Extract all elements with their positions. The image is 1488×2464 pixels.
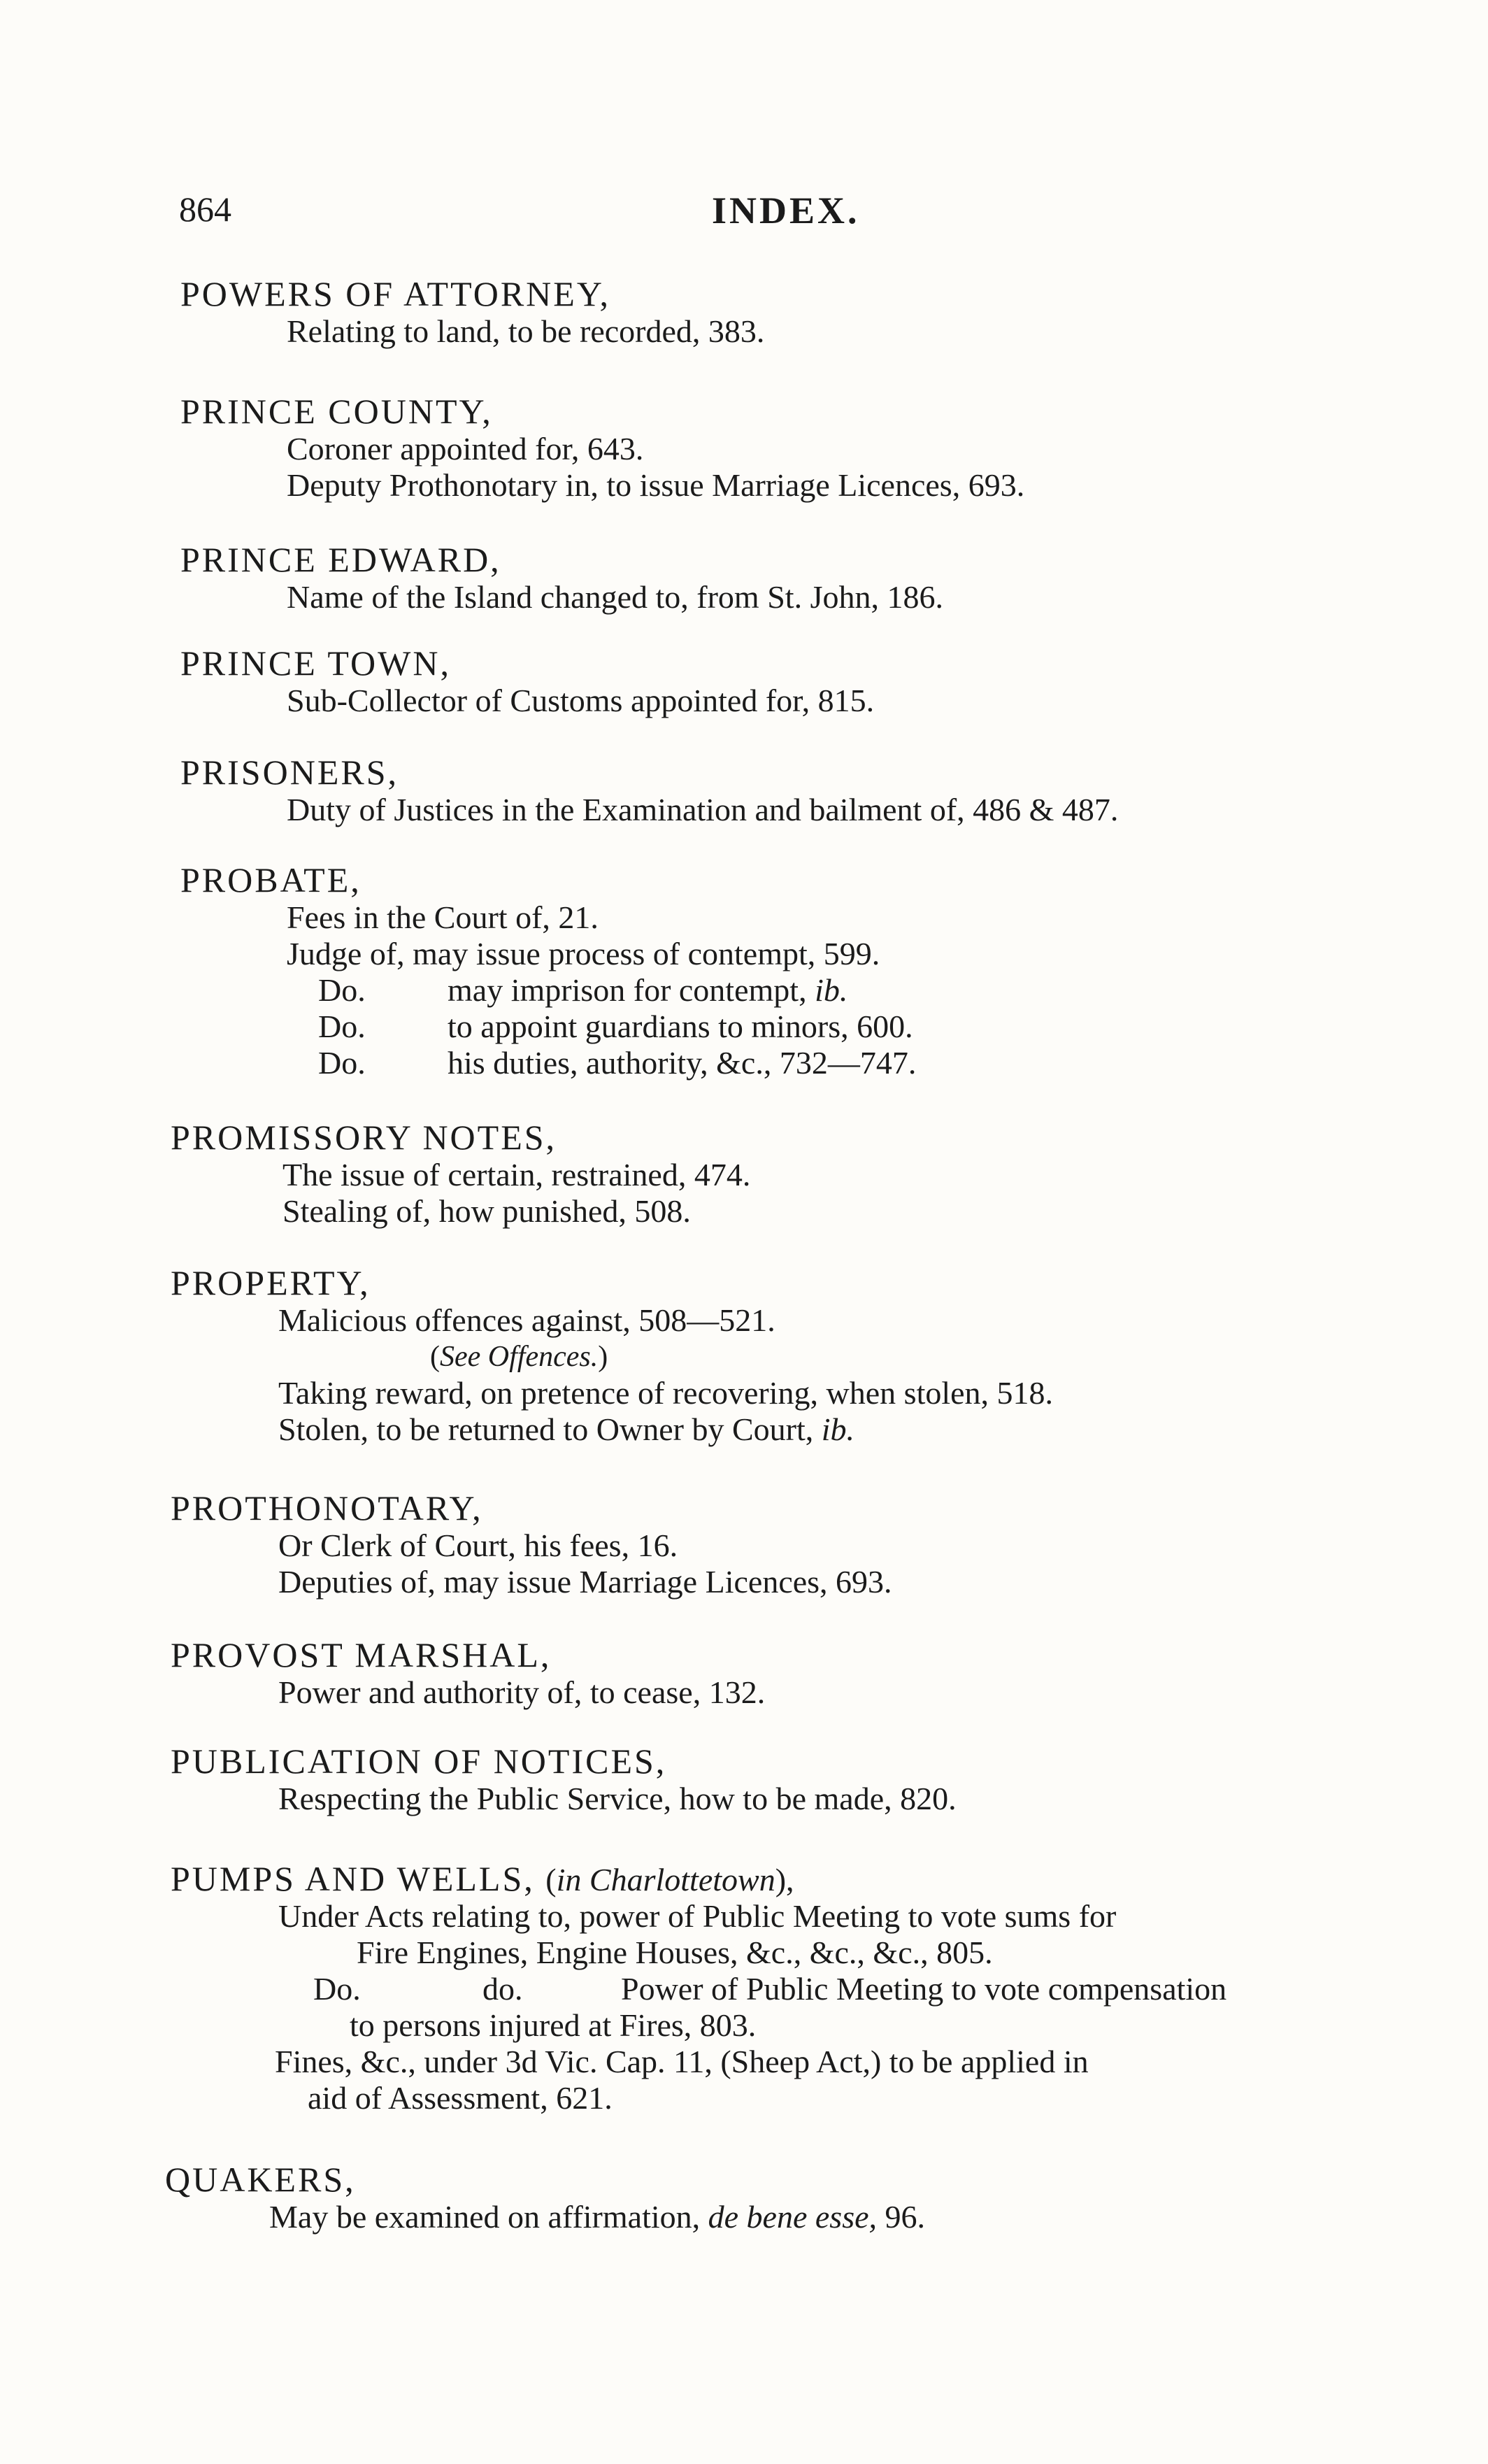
index-entry-prince-town xyxy=(0,643,1488,719)
ditto-label: Do. xyxy=(318,972,366,1008)
ditto-line xyxy=(0,1971,1488,2007)
index-entry-powers-of-attorney xyxy=(0,274,1488,350)
index-entry-prothonotary xyxy=(0,1488,1488,1600)
page-title: INDEX. xyxy=(712,190,860,232)
entry-line: Stealing of, how punished, 508. xyxy=(282,1193,691,1229)
entry-heading: PROVOST MARSHAL, xyxy=(171,1635,552,1674)
entry-heading: PRISONERS, xyxy=(180,753,399,792)
entry-line: Deputy Prothonotary in, to issue Marriage Licences, 693. xyxy=(287,467,1025,503)
ditto-line xyxy=(0,972,1488,1009)
entry-heading: PUBLICATION OF NOTICES, xyxy=(171,1742,667,1781)
ditto-sub: do. xyxy=(482,1971,523,2007)
ditto-label: Do. xyxy=(313,1971,361,2007)
entry-line: Power and authority of, to cease, 132. xyxy=(278,1674,766,1710)
entry-line: Relating to land, to be recorded, 383. xyxy=(287,313,765,349)
index-entry-prince-edward xyxy=(0,540,1488,615)
entry-line: Coroner appointed for, 643. xyxy=(287,431,644,467)
entry-line: Under Acts relating to, power of Public Meeting to vote sums for xyxy=(278,1898,1117,1934)
index-entry-prince-county xyxy=(0,392,1488,504)
entry-heading: PROPERTY, xyxy=(171,1263,371,1302)
entry-line: Sub-Collector of Customs appointed for, 815. xyxy=(287,683,875,718)
entry-heading: PRINCE EDWARD, xyxy=(180,540,501,579)
entry-line: The issue of certain, restrained, 474. xyxy=(282,1157,751,1192)
ditto-line xyxy=(0,1009,1488,1045)
index-entry-pumps-and-wells xyxy=(0,1859,1488,2116)
entry-line: Respecting the Public Service, how to be made, 820. xyxy=(278,1781,957,1816)
index-entry-promissory-notes xyxy=(0,1118,1488,1230)
entry-line: Fire Engines, Engine Houses, &c., &c., &c., 805. xyxy=(357,1935,993,1970)
index-entry-prisoners xyxy=(0,753,1488,828)
entry-line: Taking reward, on pretence of recovering, when stolen, 518. xyxy=(278,1375,1054,1411)
page-number: 864 xyxy=(179,190,231,229)
ditto-line xyxy=(0,1045,1488,1081)
ditto-text: to appoint guardians to minors, 600. xyxy=(448,1009,913,1044)
entry-line: Malicious offences against, 508—521. xyxy=(278,1302,775,1338)
entry-line: to persons injured at Fires, 803. xyxy=(350,2007,757,2043)
ditto-label: Do. xyxy=(318,1009,366,1044)
index-entry-publication-of-notices xyxy=(0,1742,1488,1817)
see-reference: (See Offences.) xyxy=(430,1341,608,1373)
page-header xyxy=(179,189,1368,245)
entry-line: May be examined on affirmation, de bene esse, 96. xyxy=(269,2199,926,2235)
index-entry-property xyxy=(0,1263,1488,1448)
entry-line: Name of the Island changed to, from St. John, 186. xyxy=(287,579,943,615)
index-entry-provost-marshal xyxy=(0,1635,1488,1711)
entry-heading: PROMISSORY NOTES, xyxy=(171,1118,557,1157)
entry-heading: PRINCE COUNTY, xyxy=(180,392,493,431)
entry-heading: PUMPS AND WELLS, (in Charlottetown), xyxy=(171,1859,794,1898)
entry-line: Stolen, to be returned to Owner by Court, ib. xyxy=(278,1411,855,1447)
ibid-ref: ib. xyxy=(821,1411,855,1447)
entry-line: Fees in the Court of, 21. xyxy=(287,899,599,935)
entry-line: aid of Assessment, 621. xyxy=(308,2080,613,2116)
entry-line: Or Clerk of Court, his fees, 16. xyxy=(278,1527,678,1563)
entry-line: Deputies of, may issue Marriage Licences, 693. xyxy=(278,1564,892,1600)
index-entry-probate xyxy=(0,860,1488,1081)
index-entry-quakers xyxy=(0,2160,1488,2235)
entry-heading: POWERS OF ATTORNEY, xyxy=(180,274,610,313)
entry-line: Duty of Justices in the Examination and bailment of, 486 & 487. xyxy=(287,792,1119,827)
ditto-label: Do. xyxy=(318,1045,366,1081)
entry-line: Fines, &c., under 3d Vic. Cap. 11, (Sheep Act,) to be applied in xyxy=(275,2044,1089,2079)
entry-heading: PRINCE TOWN, xyxy=(180,643,451,683)
ditto-text: may imprison for contempt, ib. xyxy=(448,972,848,1008)
ditto-text: his duties, authority, &c., 732—747. xyxy=(448,1045,917,1081)
entry-line: Judge of, may issue process of contempt, 599. xyxy=(287,936,880,971)
ditto-text: Power of Public Meeting to vote compensation xyxy=(621,1971,1227,2007)
latin-phrase: de bene esse, xyxy=(708,2199,878,2235)
entry-heading: PROTHONOTARY, xyxy=(171,1488,483,1527)
ibid-ref: ib. xyxy=(815,972,848,1008)
entry-heading: QUAKERS, xyxy=(165,2160,356,2199)
entry-heading: PROBATE, xyxy=(180,860,362,899)
